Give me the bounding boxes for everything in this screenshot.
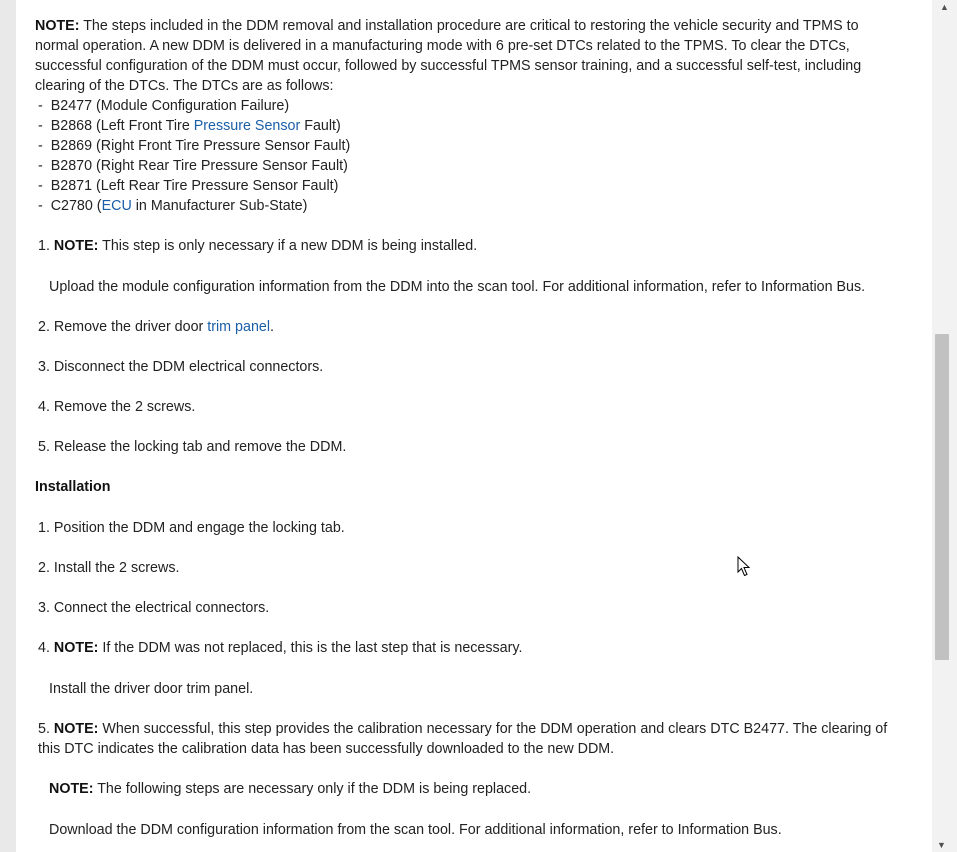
mouse-pointer-icon [737, 556, 753, 578]
document-content [35, 16, 905, 840]
step-text: If the DDM was not replaced, this is the last step that is necessary. [98, 640, 523, 656]
ecu-link[interactable]: ECU [101, 198, 132, 214]
dtc-item-b2868 [35, 116, 905, 136]
intro-note [35, 16, 905, 96]
scrollbar-thumb[interactable] [935, 334, 949, 660]
trim-panel-link[interactable]: trim panel [207, 319, 271, 335]
install-step-3: 3. Connect the electrical connectors. [38, 600, 270, 616]
removal-step-2 [35, 317, 905, 337]
removal-step-3: 3. Disconnect the DDM electrical connectors. [38, 359, 324, 375]
removal-step-4: 4. Remove the 2 screws. [38, 399, 196, 415]
removal-step-1-detail: Upload the module configuration information from the DDM into the scan tool. For additional information, refer to Information Bus. [49, 279, 866, 295]
install-step-1: 1. Position the DDM and engage the locking tab. [38, 520, 345, 536]
install-step-5-note [35, 779, 905, 799]
dtc-b2868-suffix: Fault) [300, 118, 341, 134]
scroll-up-arrow-icon[interactable]: ▲ [940, 2, 949, 12]
note-label: NOTE: [53, 721, 99, 737]
install-step-2: 2. Install the 2 screws. [38, 560, 180, 576]
dtc-c2780-suffix: in Manufacturer Sub-State) [131, 198, 308, 214]
note-label: NOTE: [53, 238, 99, 254]
dtc-item-c2780 [35, 196, 905, 216]
vertical-scrollbar[interactable] [932, 0, 957, 852]
note-label: NOTE: [49, 781, 94, 797]
note-text: The steps included in the DDM removal and installation procedure are critical to restoring the vehicle security and TPMS to normal operation. A new DDM is delivered in a manufacturing mode with 6 pre-set DTCs related to the TPMS. To clear the DTCs, successful configuration of the DDM must occur, followed by successful TPMS sensor training, and a successful self-test, including clearing of the DTCs. The DTCs are as follows: [35, 18, 862, 94]
note-label: NOTE: [53, 640, 99, 656]
dtc-list [35, 96, 905, 216]
dtc-item-b2869: - B2869 (Right Front Tire Pressure Sensor Fault) [38, 138, 351, 154]
dtc-item-b2870: - B2870 (Right Rear Tire Pressure Sensor Fault) [38, 158, 348, 174]
scroll-down-arrow-icon[interactable]: ▼ [937, 840, 946, 850]
pressure-sensor-link[interactable]: Pressure Sensor [193, 118, 301, 134]
document-page [16, 0, 932, 852]
step-number: 5. [38, 721, 54, 737]
step-number: 1. [38, 238, 54, 254]
step-text-end: . [270, 319, 275, 335]
section-heading: Installation [35, 479, 111, 495]
install-step-5 [35, 719, 905, 759]
note-text: The following steps are necessary only if the DDM is being replaced. [93, 781, 532, 797]
removal-step-1 [35, 236, 905, 256]
install-step-5-detail: Download the DDM configuration information from the scan tool. For additional information, refer to Information Bus. [49, 822, 782, 838]
install-step-4 [35, 638, 905, 658]
removal-step-5: 5. Release the locking tab and remove the DDM. [38, 439, 347, 455]
step-number: 4. [38, 640, 54, 656]
step-text: This step is only necessary if a new DDM is being installed. [98, 238, 478, 254]
install-step-4-detail: Install the driver door trim panel. [49, 681, 254, 697]
scrollbar-track[interactable] [932, 0, 957, 852]
dtc-item-b2477: - B2477 (Module Configuration Failure) [38, 98, 290, 114]
dtc-item-b2871: - B2871 (Left Rear Tire Pressure Sensor Fault) [38, 178, 339, 194]
installation-heading [35, 477, 905, 497]
dtc-b2868-prefix: - B2868 (Left Front Tire [38, 118, 194, 134]
step-text: 2. Remove the driver door [38, 319, 208, 335]
note-label: NOTE: [35, 18, 80, 34]
dtc-c2780-prefix: - C2780 ( [38, 198, 102, 214]
step-text: When successful, this step provides the calibration necessary for the DDM operation and clears DTC B2477. The clearing of this DTC indicates the calibration data has been successfully downloaded to the new DDM. [38, 721, 888, 757]
